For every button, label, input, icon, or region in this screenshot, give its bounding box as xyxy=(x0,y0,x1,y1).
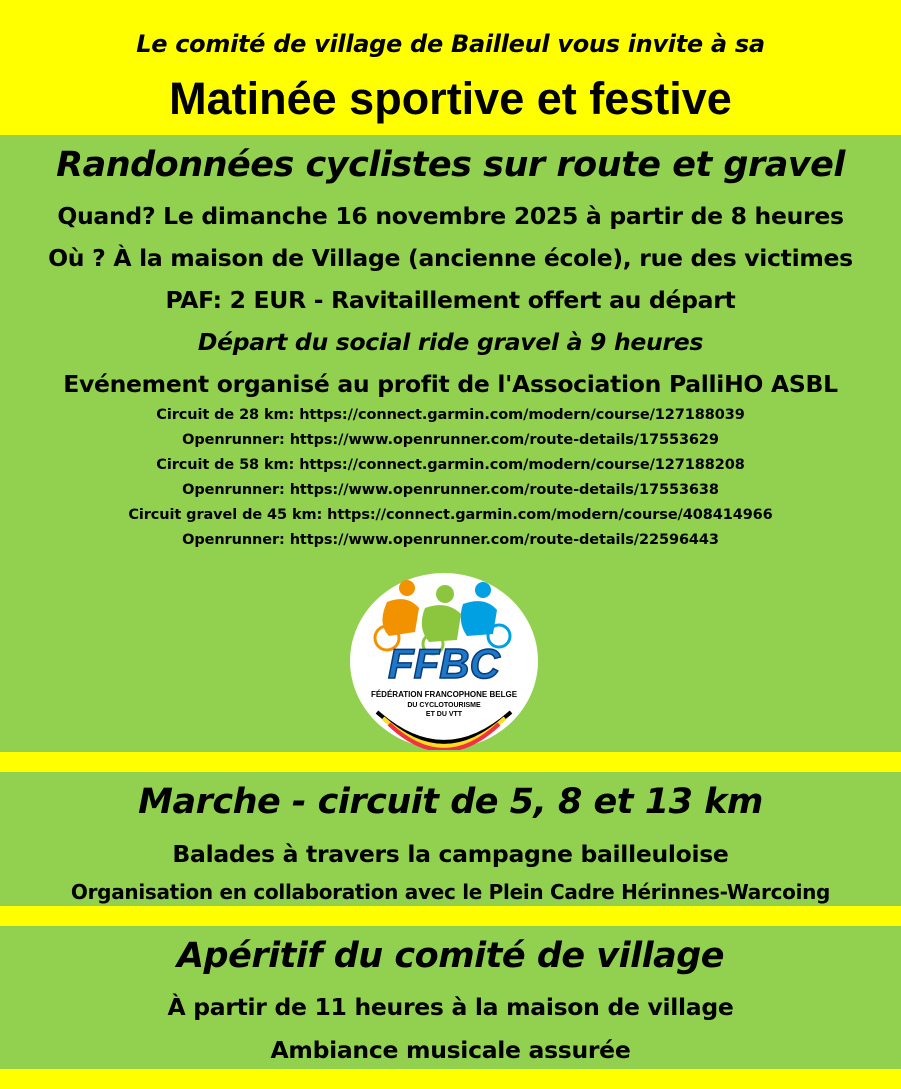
link-gravel-openrunner: Openrunner: https://www.openrunner.com/route-details/22596443 xyxy=(182,532,719,548)
link-gravel-garmin: Circuit gravel de 45 km: https://connect.garmin.com/modern/course/408414966 xyxy=(128,507,773,523)
cycling-where: Où ? À la maison de Village (ancienne école), rue des victimes xyxy=(48,244,853,272)
ffbc-line3: ET DU VTT xyxy=(425,711,463,718)
link-58km-openrunner: Openrunner: https://www.openrunner.com/route-details/17553638 xyxy=(182,482,719,498)
ffbc-logo xyxy=(349,572,539,750)
aperitif-title: Apéritif du comité de village xyxy=(176,936,725,976)
cycling-price: PAF: 2 EUR - Ravitaillement offert au départ xyxy=(165,286,736,314)
cycling-beneficiary: Evénement organisé au profit de l'Association PalliHO ASBL xyxy=(63,370,838,398)
cycling-when: Quand? Le dimanche 16 novembre 2025 à partir de 8 heures xyxy=(57,202,844,230)
ffbc-line2: DU CYCLOTOURISME xyxy=(407,702,481,709)
link-58km-garmin: Circuit de 58 km: https://connect.garmin.com/modern/course/127188208 xyxy=(156,457,745,473)
link-28km-openrunner: Openrunner: https://www.openrunner.com/route-details/17553629 xyxy=(182,432,719,448)
walk-line2: Organisation en collaboration avec le Plein Cadre Hérinnes-Warcoing xyxy=(70,880,831,904)
cycling-title: Randonnées cyclistes sur route et gravel xyxy=(56,145,845,185)
ffbc-abbr: FFBC xyxy=(388,640,500,687)
aperitif-line1: À partir de 11 heures à la maison de village xyxy=(167,993,734,1021)
cycling-gravel-start: Départ du social ride gravel à 9 heures xyxy=(197,328,704,356)
link-28km-garmin: Circuit de 28 km: https://connect.garmin.com/modern/course/127188039 xyxy=(156,407,745,423)
invite-line: Le comité de village de Bailleul vous invite à sa xyxy=(136,30,765,58)
walk-title: Marche - circuit de 5, 8 et 13 km xyxy=(138,782,763,822)
walk-line1: Balades à travers la campagne bailleuloise xyxy=(172,840,729,868)
ffbc-line1: FÉDÉRATION FRANCOPHONE BELGE xyxy=(370,690,518,699)
main-title: Matinée sportive et festive xyxy=(169,73,732,124)
aperitif-line2: Ambiance musicale assurée xyxy=(270,1036,631,1064)
